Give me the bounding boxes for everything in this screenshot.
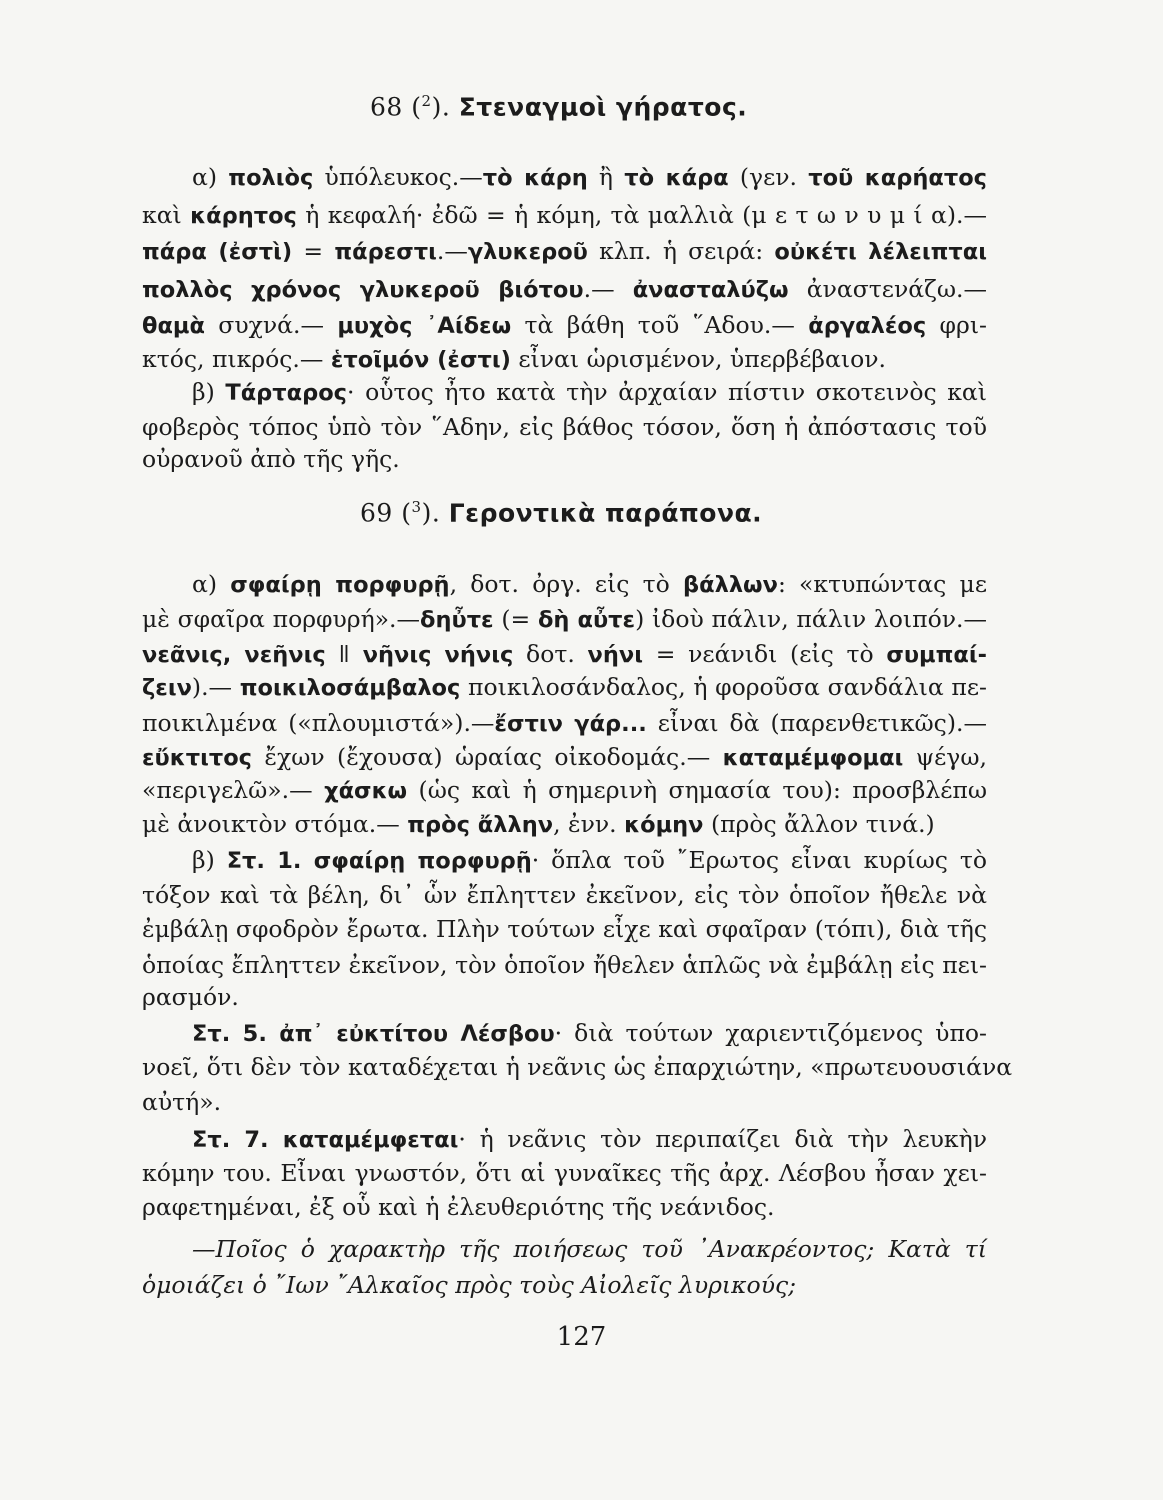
text-line: οὐρανοῦ ἀπὸ τῆς γῆς. xyxy=(142,445,400,473)
text-line: α) πολιὸς ὑπόλευκος.—τὸ κάρη ἢ τὸ κάρα (γεν. τοῦ καρήατος xyxy=(192,163,987,191)
heading-69 xyxy=(360,498,762,527)
heading-paren: ). xyxy=(431,92,451,122)
text-line: β) Στ. 1. σφαίρῃ πορφυρῇ· ὅπλα τοῦ ῎Ερωτος εἶναι κυρίως τὸ xyxy=(192,846,987,874)
text-line: ὁμοιάζει ὁ ῎Ιων ῎Αλκαῖος πρὸς τοὺς Αἰολεῖς λυρικούς; xyxy=(142,1271,797,1299)
text-line: πάρα (ἐστὶ) = πάρεστι.—γλυκεροῦ κλπ. ἡ σειρά: οὐκέτι λέλειπται xyxy=(142,237,987,265)
text-line: μὲ ἀνοικτὸν στόμα.— πρὸς ἄλλην, ἐνν. κόμην (πρὸς ἄλλον τινά.) xyxy=(142,810,935,838)
text-line: πολλὸς χρόνος γλυκεροῦ βιότου.— ἀνασταλύζω ἀναστενάζω.— xyxy=(142,275,987,303)
footnote-ref: 3 xyxy=(411,498,422,516)
text-line: β) Τάρταρος· οὗτος ἦτο κατὰ τὴν ἀρχαίαν πίστιν σκοτεινὸς καὶ xyxy=(192,378,987,406)
page-number: 127 xyxy=(556,1322,607,1352)
text-line: ρασμόν. xyxy=(142,983,239,1011)
text-line: ποικιλμένα («πλουμιστά»).—ἔστιν γάρ... εἶναι δὰ (παρενθετικῶς).— xyxy=(142,709,987,737)
footnote-ref: 2 xyxy=(421,92,432,110)
text-line: ἐμβάλῃ σφοδρὸν ἔρωτα. Πλὴν τούτων εἶχε καὶ σφαῖραν (τόπι), διὰ τῆς xyxy=(142,915,987,943)
text-line: ὁποίας ἔπληττεν ἐκεῖνον, τὸν ὁποῖον ἤθελεν ἁπλῶς νὰ ἐμβάλῃ εἰς πει- xyxy=(142,951,987,979)
text-line: αὐτή». xyxy=(142,1088,222,1116)
text-line: τόξον καὶ τὰ βέλη, δι᾿ ὧν ἔπληττεν ἐκεῖνον, εἰς τὸν ὁποῖον ἤθελε νὰ xyxy=(142,881,987,909)
text-line: φοβερὸς τόπος ὑπὸ τὸν ῞Αδην, εἰς βάθος τόσον, ὅση ἡ ἀπόστασις τοῦ xyxy=(142,413,987,441)
text-line: Στ. 5. ἀπ᾿ εὐκτίτου Λέσβου· διὰ τούτων χαριεντιζόμενος ὑπο- xyxy=(192,1019,987,1047)
text-line: ραφετημέναι, ἐξ οὗ καὶ ἡ ἐλευθεριότης τῆς νεάνιδος. xyxy=(142,1193,775,1221)
text-line: —Ποῖος ὁ χαρακτὴρ τῆς ποιήσεως τοῦ ᾿Ανακρέοντος; Κατὰ τί xyxy=(192,1235,987,1263)
text-line: εὔκτιτος ἔχων (ἔχουσα) ὡραίας οἰκοδομάς.— καταμέμφομαι ψέγω, xyxy=(142,743,987,771)
heading-number: 68 ( xyxy=(370,92,422,122)
heading-number: 69 ( xyxy=(360,498,412,528)
heading-title: Στεναγμοὶ γήρατος. xyxy=(458,92,748,122)
text-line: θαμὰ συχνά.— μυχὸς ᾿Αίδεω τὰ βάθη τοῦ ῞Αδου.— ἀργαλέος φρι- xyxy=(142,311,987,339)
text-line: κτός, πικρός.— ἑτοῖμόν (ἐστι) εἶναι ὡρισμένον, ὑπερβέβαιον. xyxy=(142,345,886,373)
text-line: ζειν).— ποικιλοσάμβαλος ποικιλοσάνδαλος, ἡ φοροῦσα σανδάλια πε- xyxy=(142,673,987,701)
text-line: νοεῖ, ὅτι δὲν τὸν καταδέχεται ἡ νεᾶνις ὡς ἐπαρχιώτην, «πρωτευουσιάνα xyxy=(142,1053,1013,1081)
text-line: νεᾶνις, νεῆνις ǁ νῆνις νήνις δοτ. νήνι = νεάνιδι (εἰς τὸ συμπαί- xyxy=(142,640,987,668)
text-line: κόμην του. Εἶναι γνωστόν, ὅτι αἱ γυναῖκες τῆς ἀρχ. Λέσβου ἦσαν χει- xyxy=(142,1159,987,1187)
heading-title: Γεροντικὰ παράπονα. xyxy=(448,498,763,528)
heading-68 xyxy=(370,92,747,121)
text-line: Στ. 7. καταμέμφεται· ἡ νεᾶνις τὸν περιπαίζει διὰ τὴν λευκὴν xyxy=(192,1125,987,1153)
text-line: μὲ σφαῖρα πορφυρή».—δηὖτε (= δὴ αὖτε) ἰδοὺ πάλιν, πάλιν λοιπόν.— xyxy=(142,605,987,633)
heading-paren: ). xyxy=(421,498,441,528)
text-line: α) σφαίρῃ πορφυρῇ, δοτ. ὀργ. εἰς τὸ βάλλων: «κτυπώντας με xyxy=(192,570,987,598)
text-line: «περιγελῶ».— χάσκω (ὡς καὶ ἡ σημερινὴ σημασία του): προσβλέπω xyxy=(142,776,987,804)
text-line: καὶ κάρητος ἡ κεφαλή· ἐδῶ = ἡ κόμη, τὰ μαλλιὰ (μ ε τ ω ν υ μ ί α).— xyxy=(142,201,987,229)
